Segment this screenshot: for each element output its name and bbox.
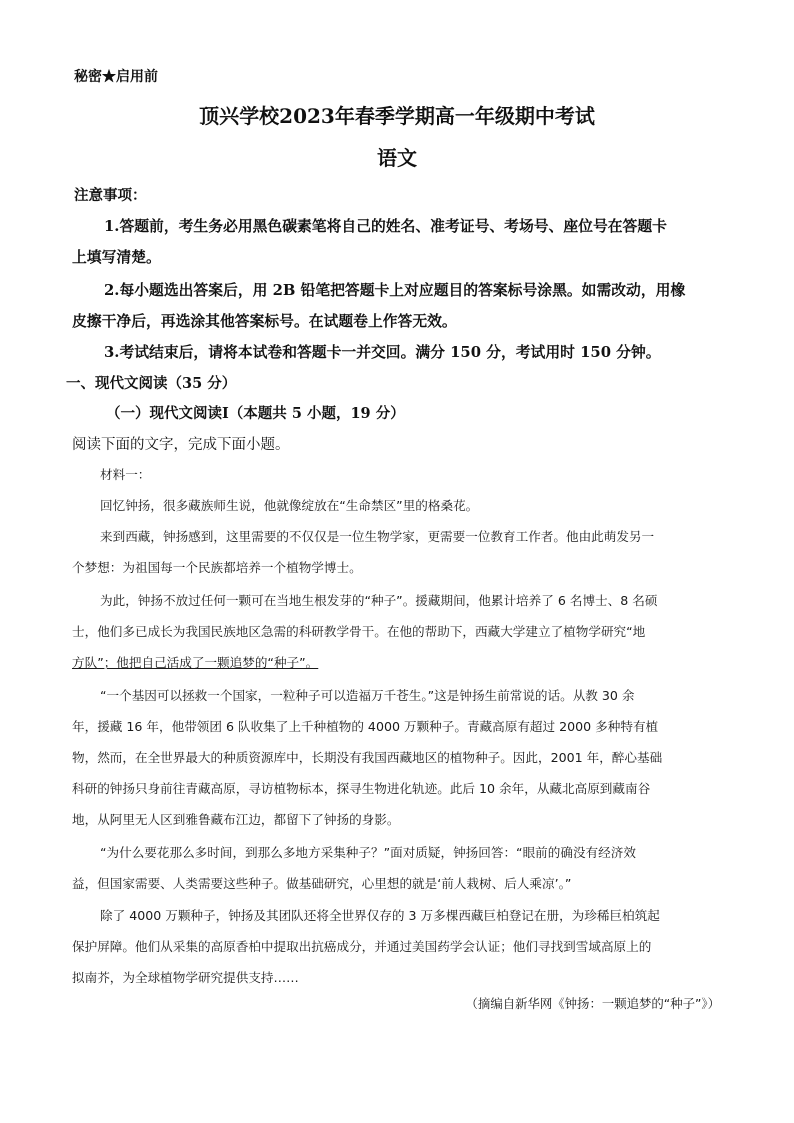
subject-title: 语文 [377, 146, 417, 170]
article-line: 来到西藏，钟扬感到，这里需要的不仅仅是一位生物学家，更需要一位教育工作者。他由此萌发另一 [100, 529, 655, 544]
article-line: 拟南芥，为全球植物学研究提供支持…… [72, 970, 299, 985]
article-line: 士，他们多已成长为我国民族地区急需的科研教学骨干。在他的帮助下，西藏大学建立了植物学研究“地 [72, 624, 646, 639]
section-heading: 一、现代文阅读（35 分） [66, 375, 237, 392]
notice-item: 皮擦干净后，再选涂其他答案标号。在试题卷上作答无效。 [72, 313, 457, 330]
article-line: 个梦想：为祖国每一个民族都培养一个植物学博士。 [72, 560, 362, 575]
exam-title: 顶兴学校2023年春季学期高一年级期中考试 [199, 104, 595, 128]
article-line-underlined: 方队”；他把自己活成了一颗追梦的“种子”。 [72, 655, 319, 670]
article-line: 科研的钟扬只身前往青藏高原，寻访植物标本，探寻生物进化轨迹。此后 10 余年，从藏北高原到藏南谷 [72, 781, 651, 796]
notice-item: 上填写清楚。 [72, 249, 161, 266]
notice-item: 2.每小题选出答案后，用 2B 铅笔把答题卡上对应题目的答案标号涂黑。如需改动，用橡 [104, 282, 686, 299]
article-line: “为什么要花那么多时间，到那么多地方采集种子？”面对质疑，钟扬回答：“眼前的确没有经济效 [100, 845, 636, 860]
reading-instruction: 阅读下面的文字，完成下面小题。 [72, 437, 290, 453]
confidential-label: 秘密★启用前 [74, 69, 158, 85]
article-line: 回忆钟扬，很多藏族师生说，他就像绽放在“生命禁区”里的格桑花。 [100, 498, 479, 513]
article-line: “一个基因可以拯救一个国家，一粒种子可以造福万千苍生。”这是钟扬生前常说的话。从教 30 余 [100, 688, 635, 703]
article-line: 益，但国家需要、人类需要这些种子。做基础研究，心里想的就是‘前人栽树、后人乘凉’。” [72, 876, 572, 891]
article-line: 地，从阿里无人区到雅鲁藏布江边，都留下了钟扬的身影。 [72, 812, 400, 827]
article-line: 物，然而，在全世界最大的种质资源库中，长期没有我国西藏地区的植物种子。因此，2001 年，醉心基础 [72, 750, 663, 765]
article-line: 年，援藏 16 年，他带领团 6 队收集了上千种植物的 4000 万颗种子。青藏高原有超过 2000 多种特有植 [72, 719, 659, 734]
subsection-heading: （一）现代文阅读Ⅰ（本题共 5 小题，19 分） [106, 405, 405, 422]
article-line: 保护屏障。他们从采集的高原香柏中提取出抗癌成分，并通过美国药学会认证；他们寻找到雪域高原上的 [72, 939, 652, 954]
article-source: （摘编自新华网《钟扬：一颗追梦的“种子”》） [465, 996, 720, 1011]
notice-heading: 注意事项： [74, 187, 147, 204]
notice-item: 3.考试结束后，请将本试卷和答题卡一并交回。满分 150 分，考试用时 150 分钟。 [104, 344, 661, 361]
material-label: 材料一： [100, 467, 151, 482]
article-line: 除了 4000 万颗种子，钟扬及其团队还将全世界仅存的 3 万多棵西藏巨柏登记在册，为珍稀巨柏筑起 [100, 908, 660, 923]
notice-item: 1.答题前，考生务必用黑色碳素笔将自己的姓名、准考证号、考场号、座位号在答题卡 [104, 218, 667, 235]
article-line: 为此，钟扬不放过任何一颗可在当地生根发芽的“种子”。援藏期间，他累计培养了 6 名博士、8 名硕 [100, 593, 658, 608]
